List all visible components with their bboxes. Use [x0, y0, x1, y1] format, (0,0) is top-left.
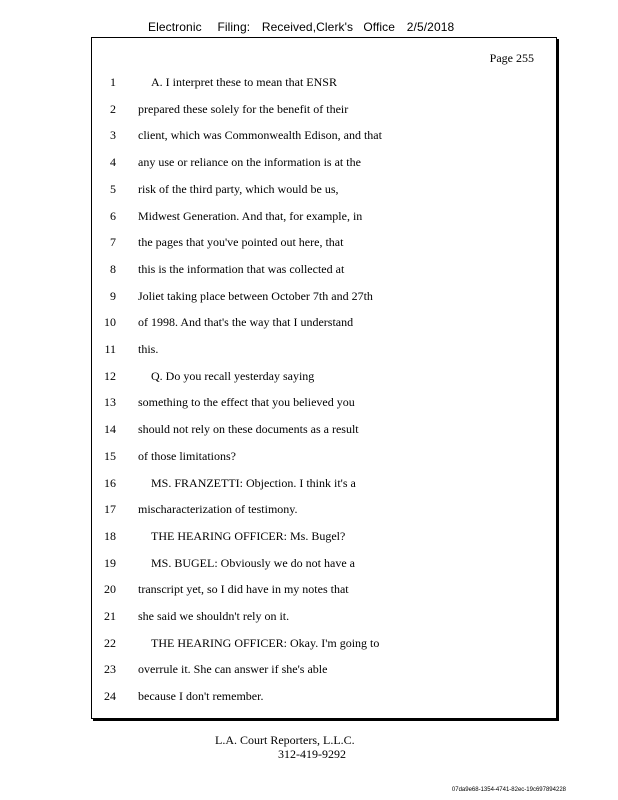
- line-number: 21: [104, 609, 116, 623]
- line-text: the pages that you've pointed out here, that: [138, 235, 344, 250]
- transcript-line: [92, 686, 556, 706]
- line-number: 1: [110, 75, 116, 89]
- line-text: A. I interpret these to mean that ENSR: [151, 75, 337, 89]
- transcript-line: [92, 125, 556, 145]
- line-text: Joliet taking place between October 7th and 27th: [138, 288, 373, 303]
- filing-stamp-header: [148, 20, 454, 34]
- transcript-line: [92, 446, 556, 466]
- reporter-company: L.A. Court Reporters, L.L.C.: [215, 733, 355, 747]
- line-text: MS. BUGEL: Obviously we do not have a: [151, 555, 355, 570]
- line-number: 17: [104, 502, 116, 517]
- line-text: because I don't remember.: [138, 689, 264, 704]
- line-number: 8: [110, 261, 116, 276]
- transcript-line: [92, 419, 556, 439]
- transcript-line: [92, 499, 556, 519]
- line-text: of 1998. And that's the way that I understand: [138, 315, 354, 330]
- line-number: 24: [104, 689, 116, 704]
- line-number: 14: [104, 422, 116, 437]
- line-text: mischaracterization of testimony.: [138, 502, 298, 517]
- line-text: something to the effect that you believed you: [138, 395, 355, 410]
- document-hash: 07da9e68-1354-4741-82ec-19c697894228: [451, 787, 566, 793]
- line-number: 4: [110, 155, 116, 170]
- line-number: 2: [110, 101, 116, 116]
- line-text: any use or reliance on the information is at the: [138, 155, 361, 170]
- line-text: client, which was Commonwealth Edison, and that: [138, 128, 382, 143]
- line-text: this is the information that was collected at: [138, 261, 345, 276]
- transcript-line: [92, 179, 556, 199]
- line-number: 11: [104, 342, 116, 356]
- line-number: 15: [104, 448, 116, 463]
- line-text: THE HEARING OFFICER: Okay. I'm going to: [151, 635, 380, 650]
- transcript-line: [92, 473, 556, 493]
- reporter-phone: 312-419-9292: [278, 747, 346, 761]
- transcript-line: [92, 633, 556, 653]
- transcript-line: [92, 286, 556, 306]
- line-text: THE HEARING OFFICER: Ms. Bugel?: [151, 528, 346, 543]
- line-text: should not rely on these documents as a result: [138, 422, 359, 437]
- line-number: 23: [104, 662, 116, 677]
- header-filing: Filing:: [217, 20, 251, 34]
- transcript-line: [92, 152, 556, 172]
- transcript-line: [92, 553, 556, 573]
- transcript-line: [92, 606, 556, 626]
- line-text: transcript yet, so I did have in my notes that: [138, 582, 349, 597]
- line-number: 12: [104, 368, 116, 383]
- line-number: 6: [110, 208, 116, 223]
- transcript-line: [92, 72, 556, 92]
- line-number: 16: [104, 475, 116, 490]
- transcript-line: [92, 312, 556, 332]
- line-text: of those limitations?: [138, 448, 236, 463]
- line-text: MS. FRANZETTI: Objection. I think it's a: [151, 475, 356, 490]
- transcript-line: [92, 339, 556, 359]
- transcript-line: [92, 526, 556, 546]
- transcript-line: [92, 579, 556, 599]
- page-number: Page 255: [489, 51, 534, 65]
- line-text: this.: [138, 342, 159, 356]
- header-electronic: Electronic: [148, 20, 202, 34]
- transcript-line: [92, 232, 556, 252]
- transcript-line: [92, 206, 556, 226]
- header-office: Office: [363, 20, 396, 34]
- line-number: 9: [110, 288, 116, 303]
- line-text: Midwest Generation. And that, for example, in: [138, 208, 363, 223]
- line-number: 18: [104, 528, 116, 543]
- line-text: risk of the third party, which would be us,: [138, 181, 339, 196]
- transcript-line: [92, 659, 556, 679]
- line-number: 3: [110, 128, 116, 143]
- transcript-page: [91, 37, 557, 719]
- line-number: 19: [104, 555, 116, 570]
- transcript-line: [92, 392, 556, 412]
- line-text: she said we shouldn't rely on it.: [138, 609, 290, 623]
- line-number: 13: [104, 395, 116, 410]
- transcript-line: [92, 99, 556, 119]
- line-text: Q. Do you recall yesterday saying: [151, 368, 315, 383]
- transcript-line: [92, 366, 556, 386]
- line-text: prepared these solely for the benefit of their: [138, 101, 349, 116]
- line-number: 20: [104, 582, 116, 597]
- line-number: 22: [104, 635, 116, 650]
- header-received: Received,Clerk's: [261, 20, 354, 34]
- line-number: 7: [110, 235, 116, 250]
- line-number: 5: [110, 181, 116, 196]
- line-text: overrule it. She can answer if she's able: [138, 662, 328, 677]
- line-number: 10: [104, 315, 116, 330]
- header-date: 2/5/2018: [406, 20, 455, 34]
- transcript-line: [92, 259, 556, 279]
